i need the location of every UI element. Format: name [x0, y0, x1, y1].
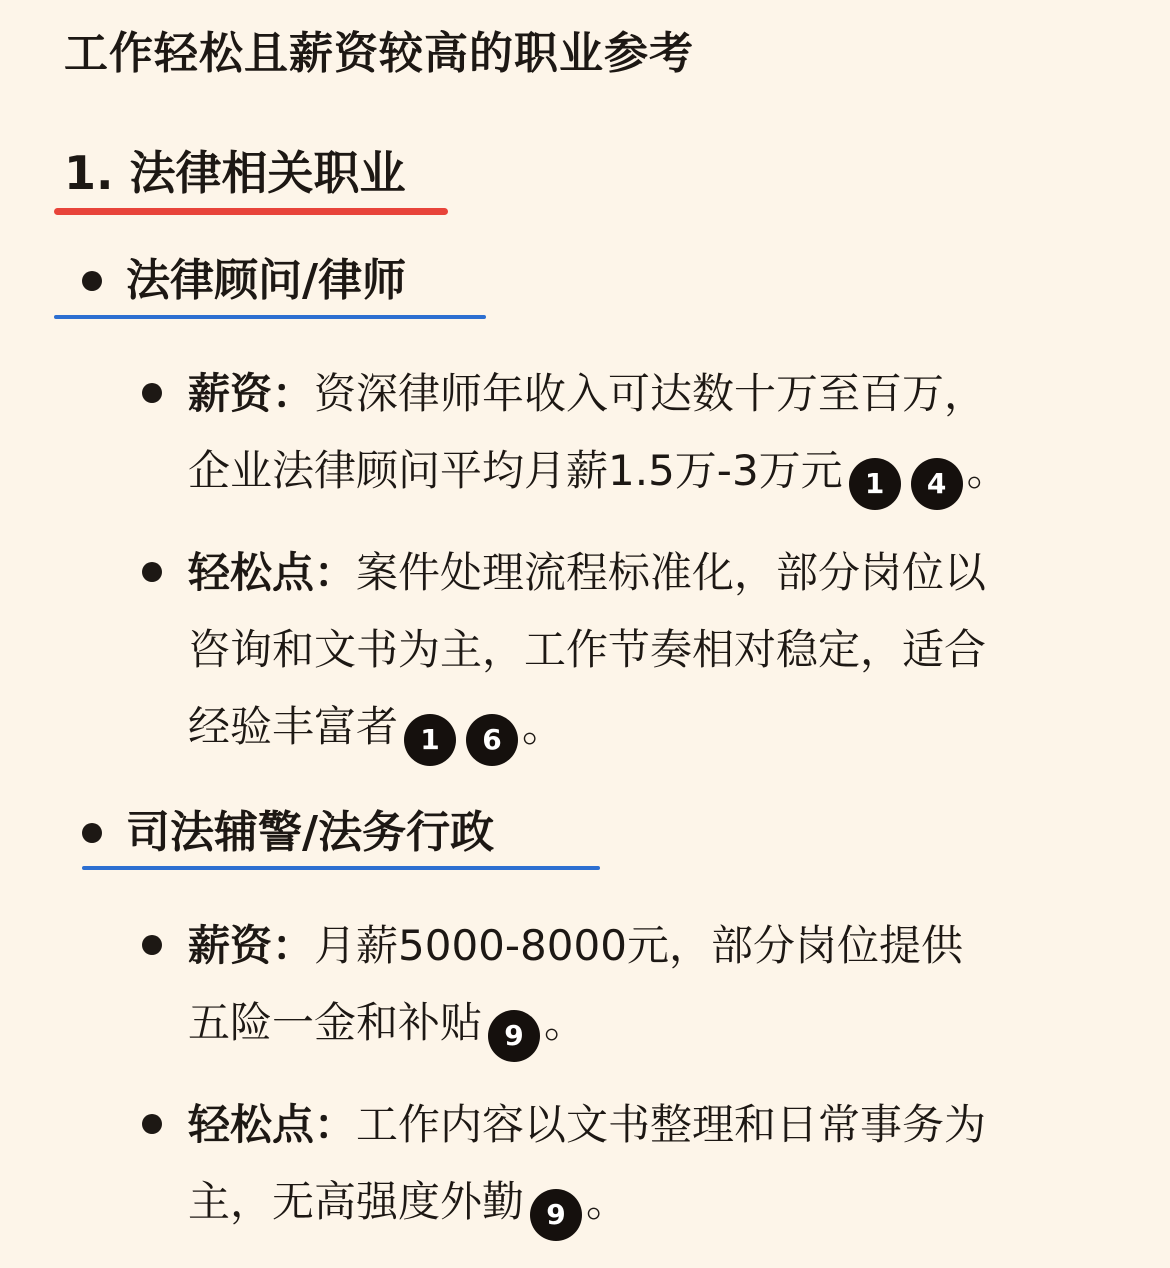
- job-bullet: [82, 823, 102, 843]
- salary-text-line1: 资深律师年收入可达数十万至百万，: [314, 369, 987, 418]
- ease-item-lawyer: [188, 534, 1118, 766]
- citation-badge[interactable]: 6: [466, 714, 518, 766]
- ease-text-line2: 咨询和文书为主，工作节奏相对稳定，适合: [188, 625, 987, 674]
- job-underline: [82, 866, 600, 870]
- citation-badge[interactable]: 4: [911, 458, 963, 510]
- ease-text-line3: 经验丰富者: [188, 702, 399, 751]
- citation-badge[interactable]: 1: [849, 458, 901, 510]
- salary-text-line2: 五险一金和补贴: [188, 998, 483, 1047]
- job-heading-lawyer: 法律顾问/律师: [126, 255, 407, 306]
- item-bullet: [142, 935, 162, 955]
- job-bullet: [82, 271, 102, 291]
- sentence-end: 。: [522, 702, 565, 751]
- ease-text-line2: 主，无高强度外勤: [188, 1177, 525, 1226]
- ease-label: 轻松点：: [188, 1100, 357, 1149]
- salary-label: 薪资：: [188, 369, 315, 418]
- salary-item-judicial-aide: [188, 907, 1118, 1062]
- citation-badge[interactable]: 1: [404, 714, 456, 766]
- ease-label: 轻松点：: [188, 548, 357, 597]
- citation-badge[interactable]: 9: [488, 1010, 540, 1062]
- job-underline: [54, 315, 486, 319]
- ease-text-line1: 案件处理流程标准化，部分岗位以: [356, 548, 987, 597]
- ease-item-judicial-aide: [188, 1086, 1118, 1241]
- sentence-end: 。: [544, 998, 587, 1047]
- sentence-end: 。: [966, 446, 1009, 495]
- job-heading-judicial-aide: 司法辅警/法务行政: [126, 807, 495, 858]
- page-title: 工作轻松且薪资较高的职业参考: [64, 28, 694, 79]
- salary-text-line2: 企业法律顾问平均月薪1.5万-3万元: [188, 446, 843, 495]
- item-bullet: [142, 1114, 162, 1134]
- item-bullet: [142, 383, 162, 403]
- section-underline: [54, 208, 448, 215]
- sentence-end: 。: [586, 1177, 629, 1226]
- ease-text-line1: 工作内容以文书整理和日常事务为: [356, 1100, 987, 1149]
- salary-text-line1: 月薪5000-8000元，部分岗位提供: [314, 921, 963, 970]
- salary-label: 薪资：: [188, 921, 315, 970]
- salary-item-lawyer: [188, 355, 1118, 510]
- item-bullet: [142, 562, 162, 582]
- section-heading-legal: 1. 法律相关职业: [64, 146, 406, 200]
- citation-badge[interactable]: 9: [530, 1189, 582, 1241]
